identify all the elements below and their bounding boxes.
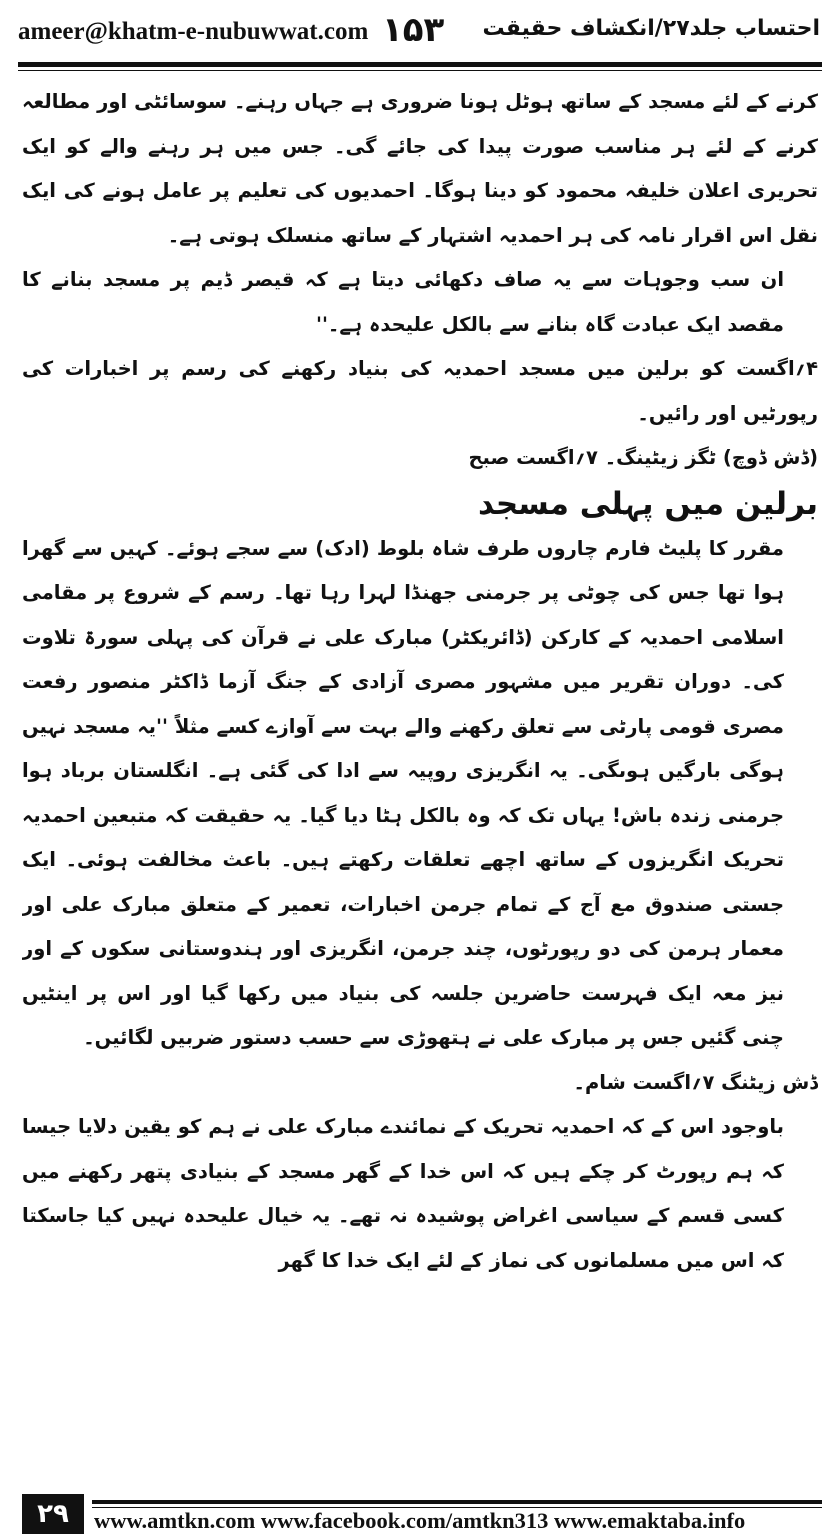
paragraph-4: مقرر کا پلیٹ فارم چاروں طرف شاہ بلوط (ادک) سے سجے ہوئے۔ کہیں سے گھرا ہوا تھا جس کی چوٹی پر جرمنی جھنڈا لہرا رہا تھا۔ رسم کے شروع پر مقامی اسلامی احمدیہ کے کارکن (ڈائریکٹر) مبارک علی نے قرآن کی پہلی سورۃ تلاوت کی۔ دوران تقریر میں مشہور مصری آزادی کے جنگ آزما ڈاکٹر منصور رفعت مصری قومی پارٹی سے تعلق رکھنے والے بہت سے آوازے کسے مثلاً ''یہ مسجد نہیں ہوگی بارگیں ہوںگی۔ یہ انگریزی روپیہ سے ادا کی گئی ہے۔ انگلستان برباد ہوا جرمنی زندہ باش! یہاں تک کہ وہ بالکل ہٹا دیا گیا۔ یہ حقیقت کہ متبعین احمدیہ تحریک انگریزوں کے ساتھ اچھے تعلقات رکھتے ہیں۔ باعث مخالفت ہوئی۔ ایک جستی صندوق مع آج کے تمام جرمن اخبارات، تعمیر کے متعلق مبارک علی اور معمار ہرمن کی دو رپورٹوں، چند جرمن، انگریزی اور ہندوستانی سکوں کے اور نیز معہ ایک فہرست حاضرین جلسہ کی بنیاد میں رکھا گیا اور اس پر اینٹیں چنی گئیں جس پر مبارک علی نے ہتھوڑی سے حسب دستور ضربیں لگائیں۔ xyxy=(22,536,784,1049)
footer-page-number: ۲۹ xyxy=(22,1494,84,1534)
page-header xyxy=(0,0,840,62)
header-page-number: ۱۵۳ xyxy=(382,10,445,50)
header-rule xyxy=(18,62,822,67)
page-footer xyxy=(0,1484,840,1540)
page-body xyxy=(22,80,818,1470)
running-title: احتساب جلد۲۷/انکشاف حقیقت xyxy=(482,16,820,41)
paragraph-2: ان سب وجوہات سے یہ صاف دکھائی دیتا ہے کہ قیصر ڈیم پر مسجد بنانے کا مقصد ایک عبادت گاہ بنانے سے بالکل علیحدہ ہے۔'' xyxy=(22,268,784,336)
paragraph-5: باوجود اس کے کہ احمدیہ تحریک کے نمائندے مبارک علی نے ہم کو یقین دلایا جیسا کہ ہم رپورٹ کر چکے ہیں کہ اس خدا کے گھر مسجد کے بنیادی پتھر رکھنے میں کسی قسم کے سیاسی اغراض پوشیدہ نہ تھے۔ یہ خیال علیحدہ نہیں کیا جاسکتا کہ اس میں مسلمانوں کی نماز کے لئے ایک خدا کا گھر xyxy=(22,1115,784,1272)
header-email: ameer@khatm-e-nubuwwat.com xyxy=(18,18,369,45)
source-line-1: (ڈش ڈوچ) ٹگز زیٹینگ۔ ۷؍اگست صبح xyxy=(468,446,818,469)
source-line-2: ڈش زیٹنگ ۷؍اگست شام۔ xyxy=(573,1070,818,1094)
footer-links: www.amtkn.com www.facebook.com/amtkn313 www.emaktaba.info xyxy=(94,1508,746,1533)
section-heading: برلین میں پہلی مسجد xyxy=(477,485,818,522)
header-rule-thin xyxy=(18,70,822,71)
paragraph-3: ۴؍اگست کو برلین میں مسجد احمدیہ کی بنیاد رکھنے کی رسم پر اخبارات کی رپورٹیں اور رائیں۔ xyxy=(22,357,818,425)
paragraph-1: کرنے کے لئے مسجد کے ساتھ ہوٹل ہونا ضروری ہے جہاں رہنے۔ سوسائٹی اور مطالعہ کرنے کے لئے ہر مناسب صورت پیدا کی جائے گی۔ جس میں ہر رہنے والے کو ایک تحریری اعلان خلیفہ محمود کو دینا ہوگا۔ احمدیوں کی تعلیم پر عامل ہونے کی ایک نقل اس اقرار نامہ کی ہر احمدیہ اشتہار کے ساتھ منسلک ہوتی ہے۔ xyxy=(22,90,818,247)
footer-rule xyxy=(92,1500,822,1504)
